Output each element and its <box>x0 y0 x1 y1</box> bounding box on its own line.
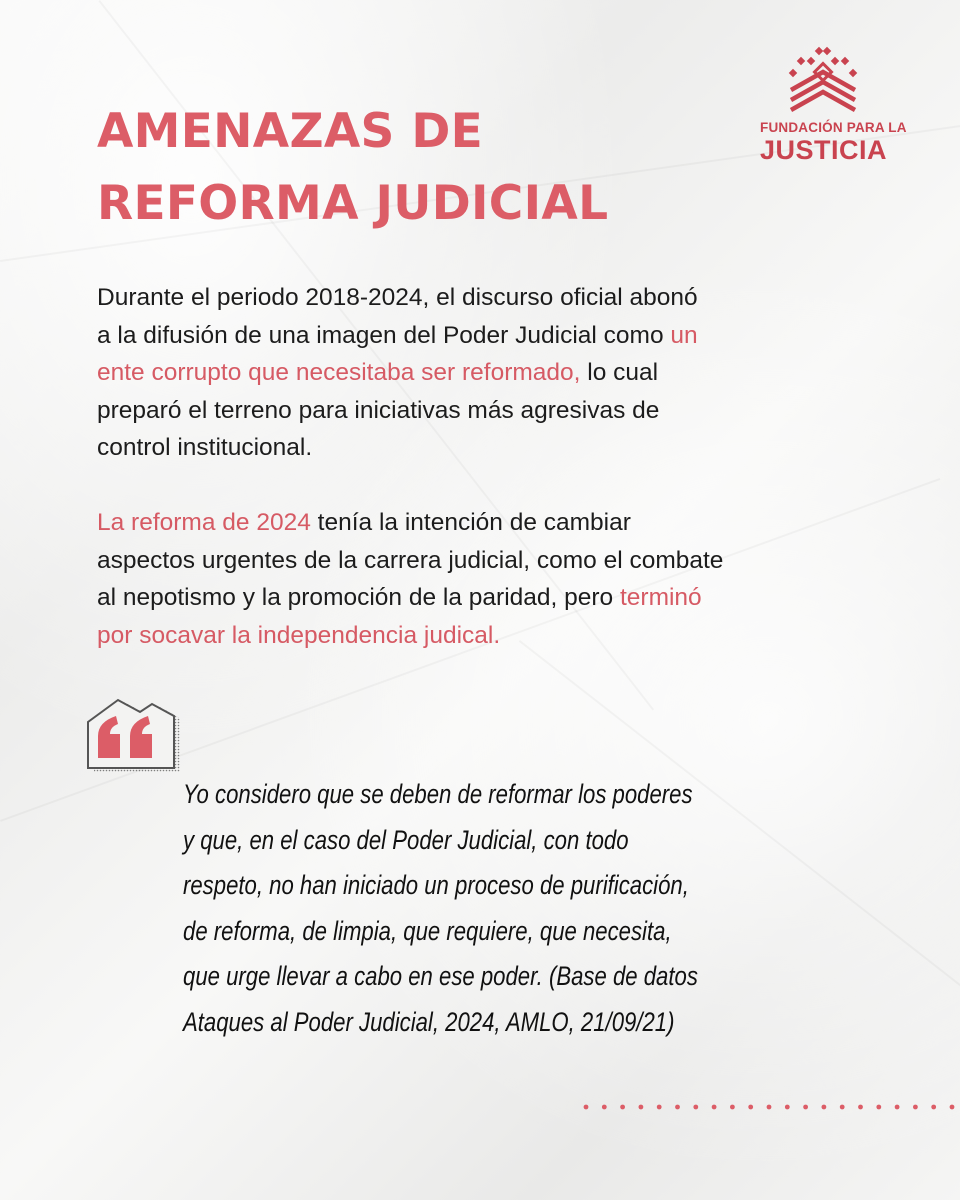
highlighted-text: ente corrupto que necesitaba ser reformado, <box>97 359 581 386</box>
quotation-mark-icon <box>84 694 184 774</box>
quote-line: Yo considero que se deben de reformar los poderes <box>183 779 693 809</box>
divider-dot <box>584 1105 589 1110</box>
paragraph-line <box>97 279 877 317</box>
text-segment: al nepotismo y la promoción de la paridad, pero <box>97 584 620 611</box>
divider-dot <box>620 1105 625 1110</box>
highlighted-text: La reforma de 2024 <box>97 509 311 536</box>
quote-line: que urge llevar a cabo en ese poder. (Base de datos <box>183 961 698 991</box>
highlighted-text: un <box>670 321 698 349</box>
paragraph-line <box>97 429 877 467</box>
title-line: REFORMA JUDICIAL <box>97 176 609 231</box>
divider-dot <box>913 1105 918 1110</box>
divider-dot <box>767 1105 772 1110</box>
paragraph-line <box>97 579 877 617</box>
paragraph-line <box>97 392 877 430</box>
highlighted-text: terminó <box>619 584 702 611</box>
text-segment: preparó el terreno para iniciativas más agresivas de <box>97 396 660 424</box>
page-title <box>97 96 608 240</box>
divider-dot <box>602 1105 607 1110</box>
paragraph-line <box>97 542 877 580</box>
divider-dot <box>895 1105 900 1110</box>
quote-line: de reforma, de limpia, que requiere, que necesita, <box>183 915 672 946</box>
divider-dot <box>693 1105 698 1110</box>
quote-text <box>183 772 698 1045</box>
dotted-divider <box>582 1102 960 1112</box>
paragraph-reform <box>97 504 877 654</box>
divider-dot <box>639 1105 644 1110</box>
divider-dot <box>950 1105 955 1110</box>
logo-name: JUSTICIA <box>760 135 888 165</box>
paragraph-discourse <box>97 279 877 467</box>
paragraph-line <box>97 317 877 355</box>
highlighted-text: por socavar la independencia judical. <box>97 621 501 649</box>
logo <box>760 46 907 165</box>
divider-dot <box>657 1105 662 1110</box>
divider-dot <box>931 1105 936 1110</box>
divider-dot <box>876 1105 881 1110</box>
paragraph-line <box>97 354 877 392</box>
divider-dot <box>822 1105 827 1110</box>
divider-dot <box>730 1105 735 1110</box>
text-segment: control institucional. <box>97 434 313 461</box>
divider-dot <box>785 1105 790 1110</box>
divider-dot <box>858 1105 863 1110</box>
text-segment: Durante el periodo 2018-2024, el discurso oficial abonó <box>97 284 698 311</box>
paragraph-line <box>97 504 877 542</box>
title-line: AMENAZAS DE <box>97 104 484 159</box>
logo-subtitle: FUNDACIÓN PARA LA <box>760 120 907 135</box>
text-segment: a la difusión de una imagen del Poder Judicial como <box>97 321 671 349</box>
quote-line: Ataques al Poder Judicial, 2024, AMLO, 21/09/21) <box>183 1006 675 1037</box>
paragraph-line <box>97 617 877 655</box>
divider-dot <box>675 1105 680 1110</box>
divider-dot <box>803 1105 808 1110</box>
quote-line: y que, en el caso del Poder Judicial, con todo <box>183 824 629 855</box>
text-segment: tenía la intención de cambiar <box>310 509 631 536</box>
divider-dot <box>712 1105 717 1110</box>
divider-dot <box>748 1105 753 1110</box>
text-segment: lo cual <box>580 359 659 386</box>
quote-line: respeto, no han iniciado un proceso de purificación, <box>183 870 689 900</box>
text-segment: aspectos urgentes de la carrera judicial, como el combate <box>97 546 724 574</box>
fundacion-logo-icon <box>788 46 858 114</box>
divider-dot <box>840 1105 845 1110</box>
